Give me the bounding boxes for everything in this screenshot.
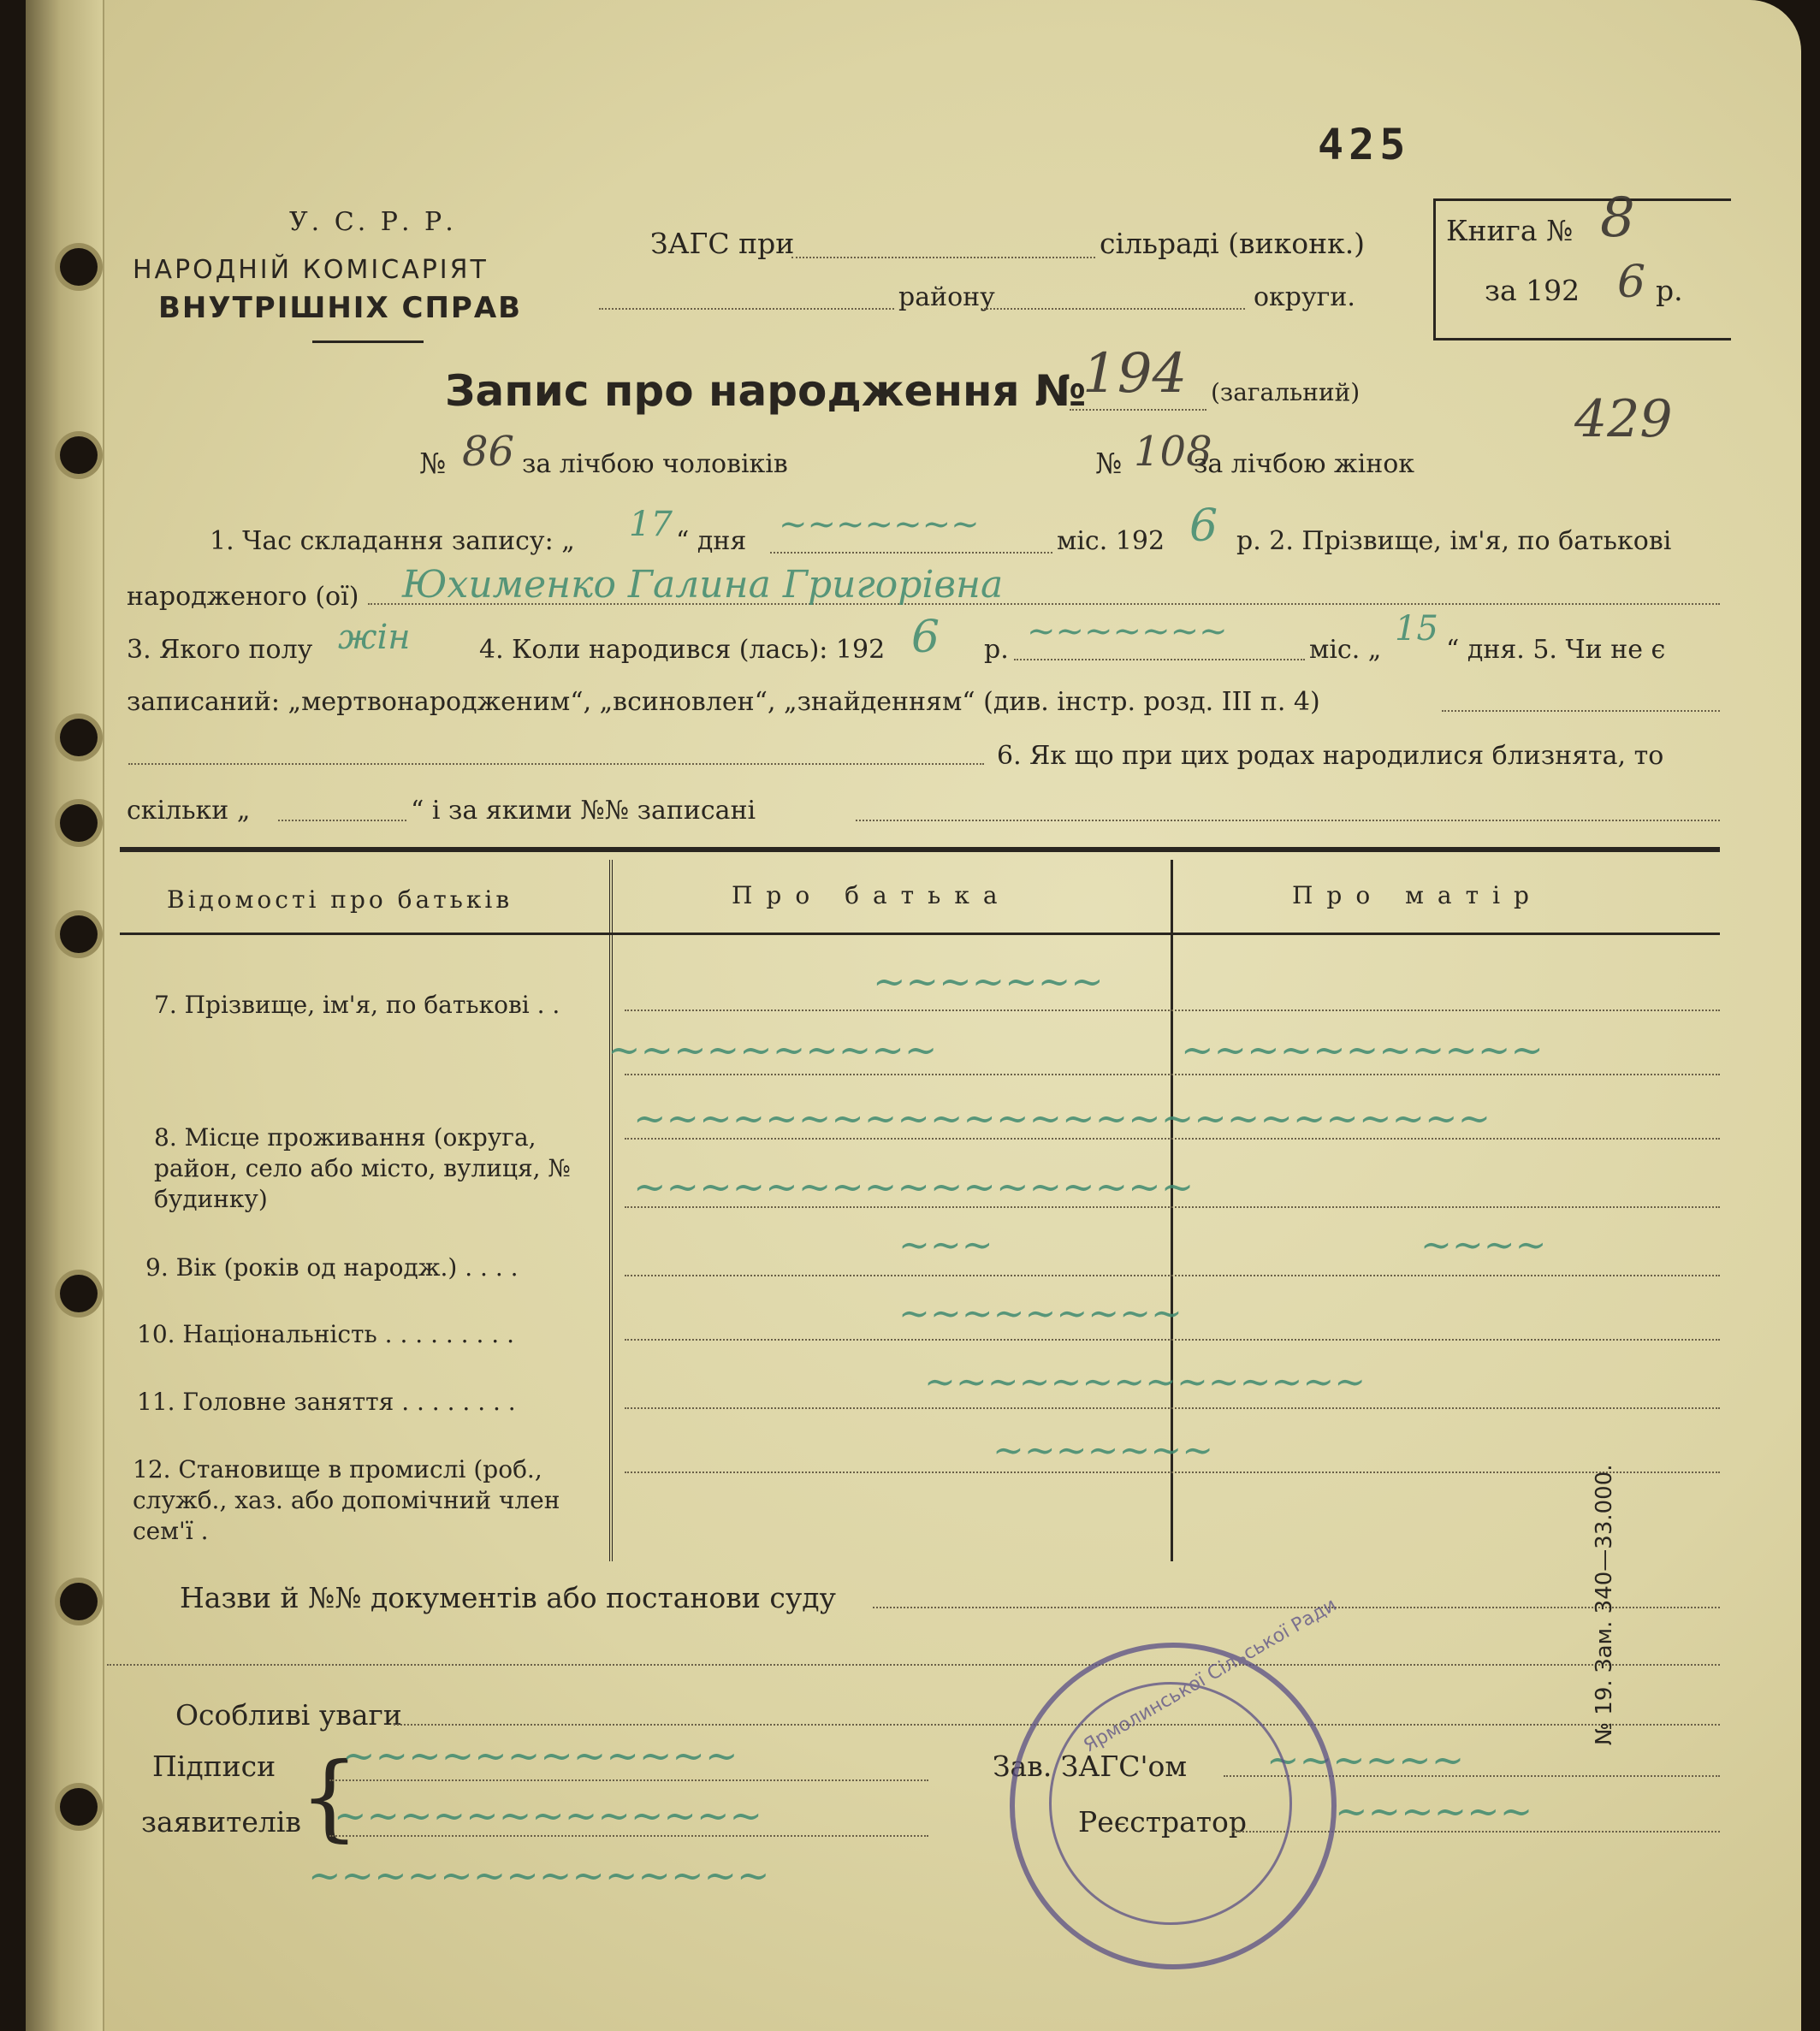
header-underline	[312, 340, 424, 343]
table-row-label: 10. Національність . . . . . . . . .	[137, 1320, 514, 1348]
seal-text: Ярмолинської Сільської Ради	[1080, 1594, 1341, 1757]
form-line-4: записаний: „мертвонародженим“, „всиновлен“, „знайденням“ (див. інстр. розд. III п. 4)	[127, 687, 1320, 717]
republic-label: У. С. Р. Р.	[289, 207, 457, 237]
book-year-suffix: р.	[1656, 274, 1683, 307]
blank-field	[128, 763, 984, 765]
women-number: 108	[1134, 428, 1212, 476]
table-row-line	[625, 1407, 1720, 1409]
form-line-1b: “ дня	[676, 526, 747, 556]
applicant-signature: ~~~~~~~~~~~~~~	[308, 1852, 770, 1898]
head-label: Зав. ЗАГС'ом	[993, 1750, 1188, 1783]
table-header-rule	[120, 933, 1720, 935]
women-count-label: за лічбою жінок	[1194, 449, 1415, 479]
form-line-5: 6. Як що при цих родах народилися близнята, то	[997, 741, 1664, 771]
table-header-parents: Відомості про батьків	[167, 885, 513, 914]
book-number: 8	[1600, 187, 1635, 250]
men-number-sign: №	[419, 447, 447, 480]
book-year-digit: 6	[1617, 257, 1646, 308]
record-number-field	[1070, 409, 1206, 411]
punch-hole	[60, 1583, 98, 1620]
status-handwriting: ~~~~~~~	[993, 1429, 1214, 1472]
table-header-mother: Про матір	[1292, 881, 1543, 909]
applicant-signature: ~~~~~~~~~~~~~	[334, 1792, 763, 1839]
table-row-line	[625, 1010, 1720, 1011]
signatures-brace: {	[299, 1742, 359, 1851]
record-year: 6	[1189, 500, 1218, 552]
book-label: Книга №	[1446, 214, 1574, 247]
record-month-field	[770, 552, 1052, 554]
punch-hole	[60, 436, 98, 474]
page-binding	[26, 0, 104, 2031]
remarks-label: Особливі уваги	[175, 1698, 402, 1732]
seal-inner-ring	[1049, 1682, 1292, 1925]
birth-year: 6	[911, 612, 940, 663]
record-title: Запис про народження №	[445, 366, 1087, 416]
district-field	[599, 308, 894, 310]
side-page-number: 429	[1574, 389, 1673, 449]
mother-age-handwriting: ~~~~	[1420, 1223, 1547, 1267]
form-line-3a: 3. Якого полу	[127, 635, 313, 665]
form-line-3c: р.	[984, 635, 1009, 665]
women-number-sign: №	[1095, 447, 1123, 480]
birth-month-field	[1014, 659, 1305, 660]
table-header-father: Про батька	[732, 881, 1011, 909]
parents-surname-handwriting: ~~~~~~~	[873, 958, 1104, 1004]
record-number: 194	[1082, 342, 1188, 406]
table-row-line	[625, 1275, 1720, 1276]
residence-handwriting: ~~~~~~~~~~~~~~~~~	[633, 1164, 1195, 1210]
punch-hole	[60, 1788, 98, 1826]
form-line-1c: міс. 192	[1057, 526, 1165, 556]
book-year-prefix: за 192	[1485, 274, 1580, 307]
father-name-handwriting: ~~~~~~~~~~	[608, 1027, 938, 1073]
birth-month-handwriting: ~~~~~~~	[1027, 612, 1228, 651]
table-row-label: 7. Прізвище, ім'я, по батькові . .	[154, 991, 560, 1019]
table-top-rule	[120, 847, 1720, 852]
registrar-label: Реєстратор	[1078, 1805, 1248, 1839]
punch-hole	[60, 719, 98, 756]
form-line-1a: 1. Час складання запису: „	[210, 526, 575, 556]
birth-day: 15	[1395, 609, 1438, 648]
form-line-3b: 4. Коли народився (лась): 192	[479, 635, 886, 665]
stillborn-field	[1442, 710, 1720, 712]
father-age-handwriting: ~~~	[898, 1223, 993, 1267]
punch-hole	[60, 1275, 98, 1312]
raion-label: району	[898, 282, 995, 312]
child-name: Юхименко Галина Григорівна	[402, 563, 1004, 607]
form-line-6a: скільки „	[127, 796, 251, 826]
signatures-label-2: заявителів	[141, 1805, 301, 1839]
okruha-label: округи.	[1254, 282, 1355, 312]
child-sex: жін	[338, 618, 411, 657]
residence-handwriting: ~~~~~~~~~~~~~~~~~~~~~~~~~~	[633, 1095, 1491, 1141]
men-count-label: за лічбою чоловіків	[522, 449, 788, 479]
table-row-line	[625, 1339, 1720, 1341]
table-row-label: 9. Вік (років од народж.) . . . .	[145, 1253, 519, 1282]
applicant-signature: ~~~~~~~~~~~~	[342, 1732, 738, 1779]
record-month-handwriting: ~~~~~~~	[779, 505, 980, 544]
occupation-handwriting: ~~~~~~~~~~~~~~	[924, 1360, 1366, 1404]
form-line-1d: р. 2. Прізвище, ім'я, по батькові	[1236, 526, 1672, 556]
twins-count-field	[278, 820, 406, 821]
signatures-label: Підписи	[152, 1750, 276, 1783]
stamped-record-number: 425	[1318, 120, 1411, 169]
mother-name-handwriting: ~~~~~~~~~~~	[1181, 1027, 1544, 1073]
official-seal	[1010, 1594, 1341, 1969]
table-row-line	[625, 1074, 1720, 1075]
form-line-3e: “ дня. 5. Чи не є	[1446, 635, 1666, 665]
zags-prefix: ЗАГС при	[650, 227, 795, 260]
documents-field-2	[107, 1664, 1720, 1666]
applicant-signature-line	[329, 1779, 928, 1781]
commissariat-label: НАРОДНІЙ КОМІСАРІЯТ	[133, 255, 489, 285]
head-signature: ~~~~~~	[1266, 1737, 1465, 1783]
twins-numbers-field	[856, 820, 1720, 821]
table-row-label: 11. Головне заняття . . . . . . . .	[137, 1388, 516, 1416]
punch-hole	[60, 804, 98, 842]
punch-hole	[60, 248, 98, 286]
table-row-label: 8. Місце проживання (округа, район, село або місто, вулиця, № будинку)	[154, 1123, 571, 1213]
zags-suffix: сільраді (виконк.)	[1100, 227, 1366, 260]
men-number: 86	[462, 428, 515, 476]
registrar-signature: ~~~~~~	[1335, 1788, 1533, 1834]
punch-hole	[60, 915, 98, 953]
record-day: 17	[629, 505, 673, 544]
form-line-6b: “ і за якими №№ записані	[411, 796, 756, 826]
form-line-2a: народженого (ої)	[127, 582, 359, 612]
nationality-handwriting: ~~~~~~~~~	[898, 1292, 1183, 1335]
print-mark: № 19. Зам. 340—33.000.	[1592, 1464, 1617, 1745]
general-label: (загальний)	[1211, 378, 1361, 406]
form-line-3d: міс. „	[1309, 635, 1382, 665]
documents-label: Назви й №№ документів або постанови суду	[180, 1581, 836, 1614]
department-label: ВНУТРІШНІХ СПРАВ	[158, 291, 523, 325]
village-field	[791, 257, 1095, 258]
okruha-field	[984, 308, 1245, 310]
table-row-label: 12. Становище в промислі (роб., служб., хаз. або допомічний член сем'ї .	[133, 1455, 560, 1545]
